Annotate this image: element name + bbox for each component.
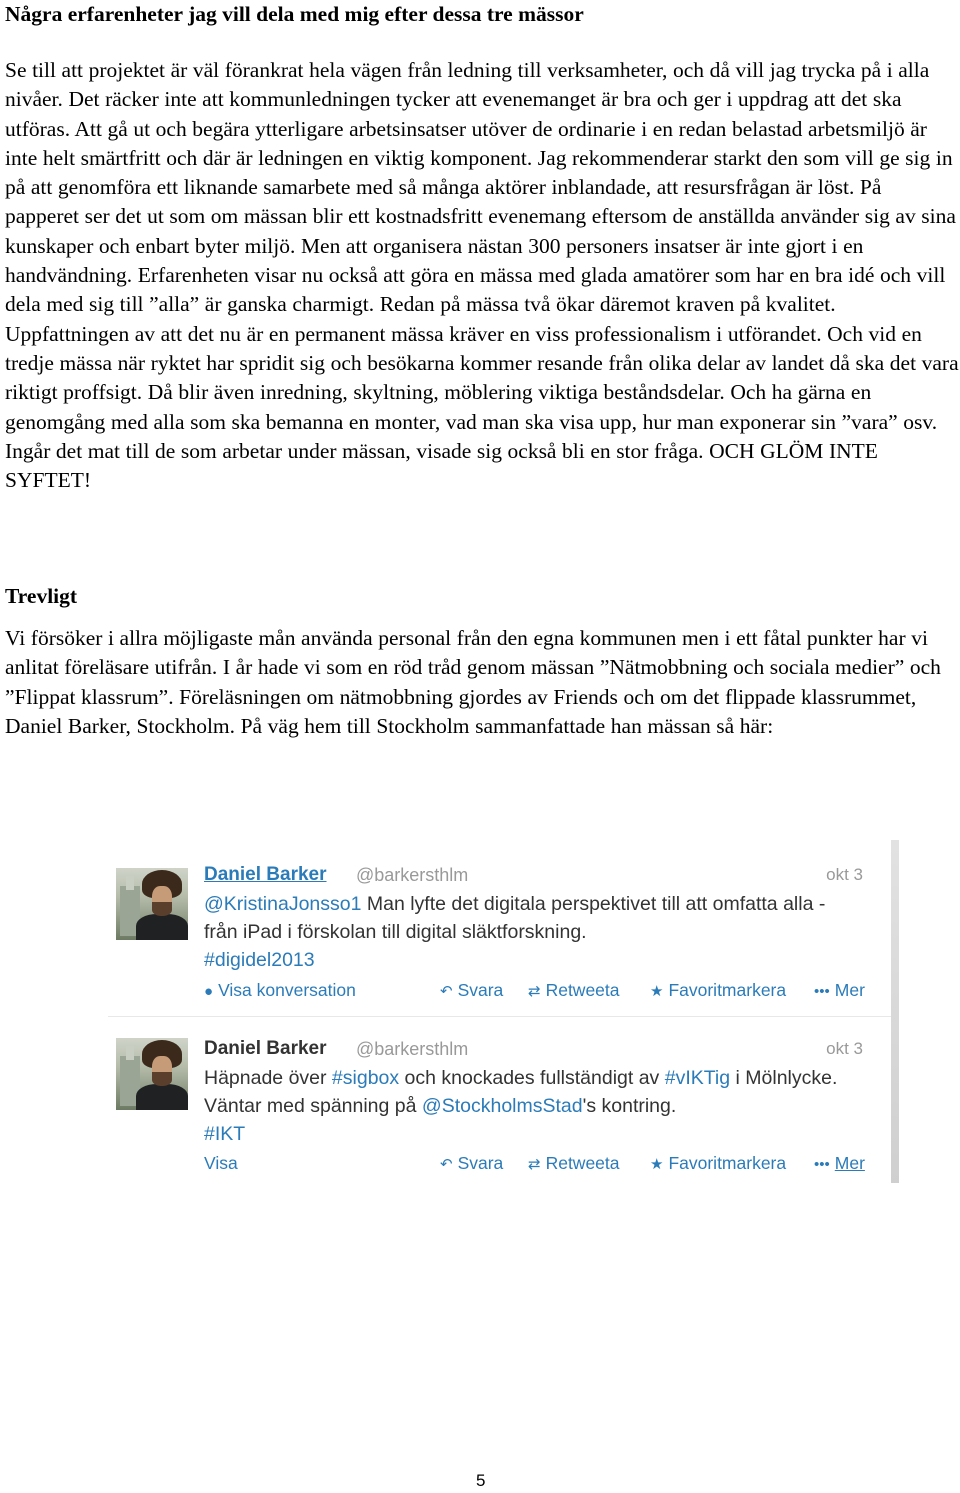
hashtag-link[interactable]: #IKT bbox=[204, 1123, 246, 1145]
retweet-icon: ⇄ bbox=[528, 983, 541, 1000]
retweet-label: Retweeta bbox=[545, 980, 620, 1000]
avatar[interactable] bbox=[116, 1038, 188, 1110]
more-label: Mer bbox=[834, 980, 865, 1000]
reply-button[interactable] bbox=[440, 1153, 503, 1174]
tweet-author-name[interactable]: Daniel Barker bbox=[204, 864, 327, 885]
tweet-body-part: 's kontring. bbox=[582, 1095, 677, 1117]
hashtag-link[interactable]: #sigbox bbox=[331, 1067, 400, 1089]
view-conversation-link[interactable] bbox=[204, 980, 356, 1001]
view-conversation-label: Visa konversation bbox=[218, 980, 356, 1000]
section-heading-experiences: Några erfarenheter jag vill dela med mig efter dessa tre mässor bbox=[5, 2, 584, 26]
more-button[interactable] bbox=[814, 980, 865, 1001]
tweet-body: Man lyfte det digitala perspektivet till att omfatta alla - från iPad i förskolan till digital släktforskning. bbox=[204, 893, 826, 943]
favorite-label: Favoritmarkera bbox=[668, 1153, 787, 1173]
reply-arrow-icon: ↶ bbox=[440, 1156, 453, 1173]
page-number: 5 bbox=[476, 1471, 486, 1490]
tweet-author-handle[interactable]: @barkersthlm bbox=[356, 865, 469, 885]
view-label: Visa bbox=[204, 1153, 238, 1173]
tweet bbox=[108, 840, 891, 1017]
twitter-screenshot bbox=[108, 840, 899, 1183]
tweet bbox=[108, 1017, 891, 1183]
view-link[interactable] bbox=[204, 1153, 238, 1174]
retweet-label: Retweeta bbox=[545, 1153, 620, 1173]
favorite-button[interactable] bbox=[650, 1153, 786, 1174]
tweet-date[interactable]: okt 3 bbox=[826, 865, 863, 884]
tweet-text bbox=[204, 890, 864, 974]
tweet-author-handle[interactable]: @barkersthlm bbox=[356, 1039, 469, 1059]
speech-bubble-icon: ● bbox=[204, 983, 214, 1000]
tweet-actions bbox=[204, 980, 884, 1002]
favorite-button[interactable] bbox=[650, 980, 786, 1001]
tweet-text bbox=[204, 1064, 864, 1148]
tweet-body-part: i Mölnlycke. Väntar med spänning på bbox=[204, 1067, 838, 1117]
paragraph-trevligt: Vi försöker i allra möjligaste mån använda personal från den egna kommunen men i ett fåtal punkter har vi anlitat föreläsare utifrån. I år hade vi som en röd tråd genom mässan ”Nätmobbning och sociala medier” och ”Flippat klassrum”. Föreläsningen om nätmobbning gjordes av Friends och om det flippade klassrummet, Daniel Barker, Stockholm. På väg hem till Stockholm sammanfattade han mässan så här: bbox=[5, 626, 941, 738]
retweet-icon: ⇄ bbox=[528, 1156, 541, 1173]
reply-label: Svara bbox=[457, 980, 504, 1000]
star-icon: ★ bbox=[650, 983, 664, 1000]
mention-link[interactable]: @StockholmsStad bbox=[421, 1095, 583, 1117]
hashtag-link[interactable]: #vIKTig bbox=[664, 1067, 731, 1089]
tweet-author-name[interactable]: Daniel Barker bbox=[204, 1038, 327, 1059]
more-dots-icon: ••• bbox=[814, 1156, 830, 1173]
tweet-date[interactable]: okt 3 bbox=[826, 1039, 863, 1058]
tweet-body-part: Häpnade över bbox=[204, 1067, 332, 1089]
star-icon: ★ bbox=[650, 1156, 664, 1173]
more-button[interactable] bbox=[814, 1153, 865, 1174]
tweet-actions bbox=[204, 1153, 884, 1175]
more-dots-icon: ••• bbox=[814, 983, 830, 1000]
tweet-body-part: och knockades fullständigt av bbox=[399, 1067, 665, 1089]
scrollbar[interactable] bbox=[890, 840, 899, 1183]
reply-button[interactable] bbox=[440, 980, 503, 1001]
retweet-button[interactable] bbox=[528, 980, 620, 1001]
favorite-label: Favoritmarkera bbox=[668, 980, 787, 1000]
retweet-button[interactable] bbox=[528, 1153, 620, 1174]
reply-arrow-icon: ↶ bbox=[440, 983, 453, 1000]
avatar[interactable] bbox=[116, 868, 188, 940]
mention-link[interactable]: @KristinaJonsso1 bbox=[204, 893, 362, 915]
reply-label: Svara bbox=[457, 1153, 504, 1173]
paragraph-experiences: Se till att projektet är väl förankrat hela vägen från ledning till verksamheter, och då vill jag trycka på i alla nivåer. Det räcker inte att kommunledningen tycker att evenemanget är bra och ger i uppdrag att det ska utföras. Att gå ut och begära ytterligare arbetsinsatser utöver de ordinarie i en redan belastad arbetsmiljö är inte helt smärtfritt och där är ledningen en viktig komponent. Jag rekommenderar starkt den som vill ge sig in på att genomföra ett liknande samarbete med så många aktörer inblandade, att resursfrågan är löst. På papperet ser det ut som om mässan blir ett kostnadsfritt evenemang eftersom de anställda använder sig av sina kunskaper och enbart byter miljö. Men att organisera nästan 300 personers insatser är inte gjort i en handvändning. Erfarenheten visar nu också att göra en mässa med glada amatörer som har en bra idé och vill dela med sig till ”alla” är ganska charmigt. Redan på mässa två ökar däremot kraven på kvalitet. Uppfattningen av att det nu är en permanent mässa kräver en viss professionalism i utförandet. Och vid en tredje mässa när ryktet har spridit sig och besökarna kommer resande från olika delar av landet då ska det vara riktigt proffsigt. Då blir även inredning, skyltning, möblering viktiga beståndsdelar. Och ha gärna en genomgång med alla som ska bemanna en monter, vad man ska visa upp, hur man exponerar sin ”vara” osv. Ingår det mat till de som arbetar under mässan, visade sig också bli en stor fråga. OCH GLÖM INTE SYFTET! bbox=[5, 58, 959, 493]
section-heading-trevligt: Trevligt bbox=[5, 584, 78, 608]
more-label: Mer bbox=[834, 1153, 865, 1173]
hashtag-link[interactable]: #digidel2013 bbox=[204, 949, 315, 971]
